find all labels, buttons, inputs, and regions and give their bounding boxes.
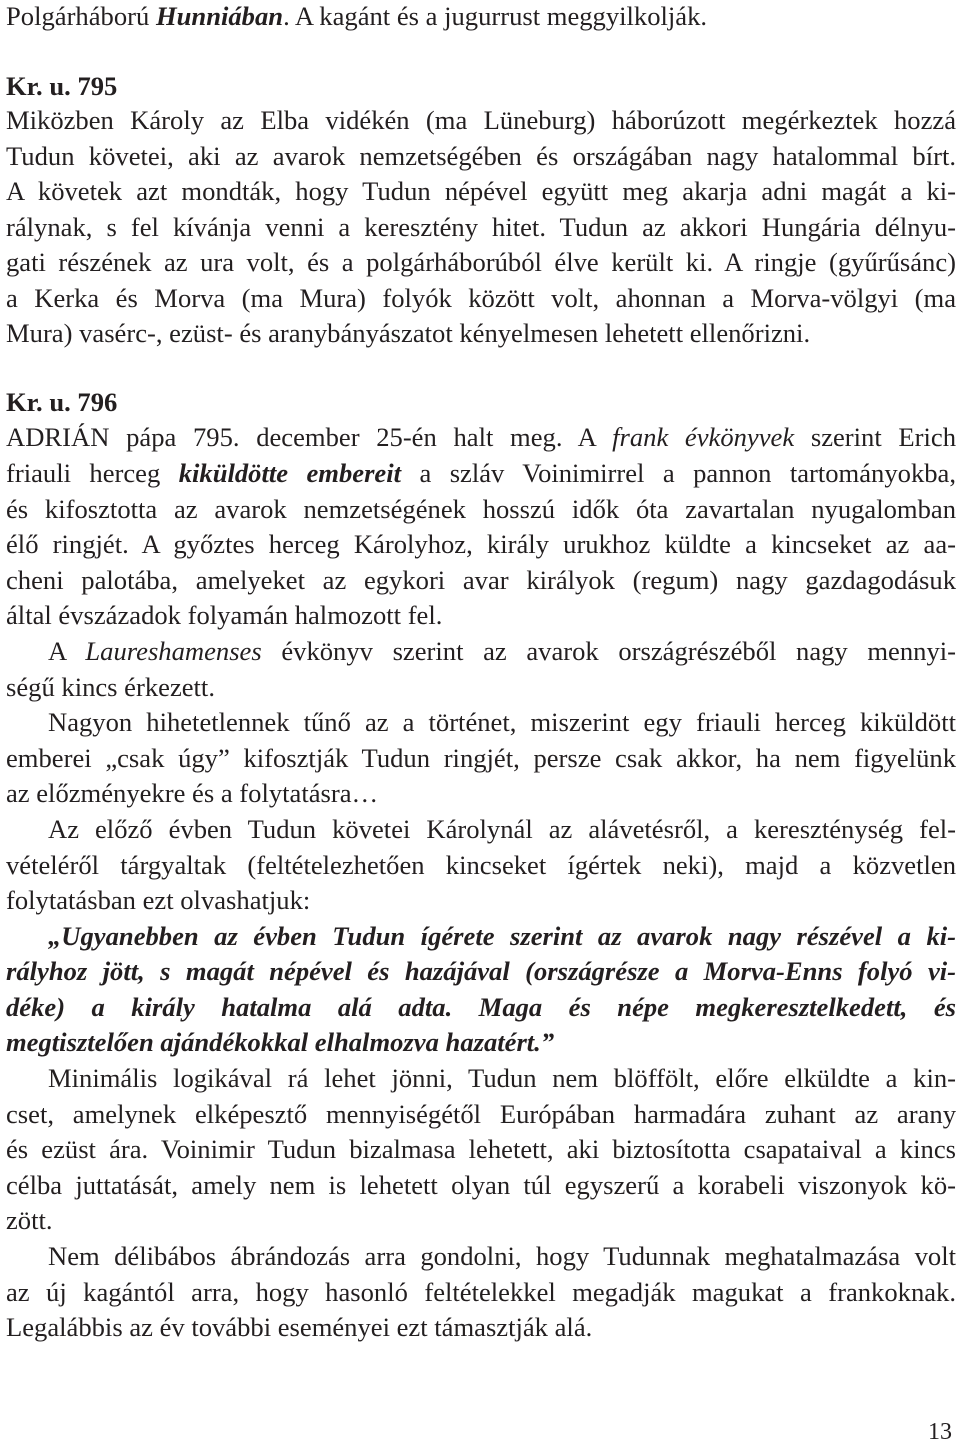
text-segment: által évszázadok folyamán halmozott fel. (6, 600, 443, 630)
text-segment: Polgárháború (6, 1, 156, 31)
text-line (6, 1133, 956, 1165)
text-line (6, 1098, 956, 1130)
text-line (48, 1062, 956, 1094)
text-line (6, 282, 956, 314)
text-segment: A (48, 636, 86, 666)
text-segment: cset, amelynek elképesztő mennyiségétől Európában harmadára zuhant az arany (6, 1099, 956, 1129)
text-line (6, 70, 956, 102)
text-line (6, 955, 956, 987)
bold-italic-text: kiküldötte embereit (178, 458, 402, 488)
text-segment: szerint Erich (794, 422, 956, 452)
text-segment: Tudun követei, aki az avarok nemzetségében és országában nagy hatalommal bírt. (6, 141, 956, 171)
text-segment: Nem délibábos ábrándozás arra gondolni, hogy Tudunnak meghatalmazása volt (48, 1241, 956, 1271)
text-segment: gati részének az ura volt, és a polgárháborúból élve került ki. A ringje (gyűrűsánc) (6, 247, 956, 277)
text-line (6, 104, 956, 136)
text-line (48, 1240, 956, 1272)
text-segment: cheni palotába, amelyeket az egykori avar királyok (regum) nagy gazdagodásuk (6, 565, 956, 595)
text-line (6, 1311, 956, 1343)
text-line (6, 991, 956, 1023)
text-segment: Minimális logikával rá lehet jönni, Tudun nem blöffölt, előre elküldte a kin- (48, 1063, 956, 1093)
text-segment: ségű kincs érkezett. (6, 672, 215, 702)
text-segment: A követek azt mondták, hogy Tudun népével együtt meg akarja adni magát a ki- (6, 176, 956, 206)
text-line (6, 1204, 956, 1236)
text-segment: Nagyon hihetetlennek tűnő az a történet, miszerint egy friauli herceg kiküldött (48, 707, 956, 737)
text-segment: emberei „csak úgy” kifosztják Tudun ringjét, persze csak akkor, ha nem figyelünk (6, 743, 956, 773)
text-segment: megtisztelően ajándékokkal elhalmozva hazatért.” (6, 1027, 555, 1057)
text-line (6, 599, 956, 631)
bold-italic-text: Hunniában (155, 1, 284, 31)
text-line (48, 635, 956, 667)
text-line (48, 813, 956, 845)
text-segment: Mura) vasérc-, ezüst- és aranybányászatot kényelmesen lehetett ellenőrizni. (6, 318, 811, 348)
italic-text: Laureshamenses (85, 636, 262, 666)
text-segment: és kifosztotta az avarok nemzetségének hosszú idők óta zavartalan nyugalomban (6, 494, 956, 524)
text-line (6, 175, 956, 207)
text-segment: 795 (70, 71, 118, 101)
text-line (6, 1276, 956, 1308)
text-line (6, 564, 956, 596)
text-line (6, 317, 956, 349)
text-segment: rályhoz jött, s magát népével és hazájával (országrésze a Morva-Enns folyó vi- (6, 956, 956, 986)
text-line (48, 920, 956, 952)
text-line (6, 0, 956, 32)
page-number: 13 (928, 1419, 952, 1445)
text-segment: és ezüst ára. Voinimir Tudun bizalmasa lehetett, aki biztosította csapataival a kincs (6, 1134, 956, 1164)
text-line (6, 246, 956, 278)
text-segment: Kr. u. (6, 71, 71, 101)
text-segment: az előzményekre és a folytatásra… (6, 778, 379, 808)
text-segment: a szláv Voinimirrel a pannon tartományokba, (401, 458, 956, 488)
text-line (6, 1026, 956, 1058)
italic-text: frank évkönyvek (612, 422, 795, 452)
text-line (6, 849, 956, 881)
text-line (6, 386, 956, 418)
text-segment: Kr. u. 796 (6, 387, 118, 417)
text-line (6, 140, 956, 172)
text-line (6, 1169, 956, 1201)
text-line (6, 211, 956, 243)
text-segment: Miközben Károly az Elba vidékén (ma Lüneburg) háborúzott megérkeztek hozzá (6, 105, 956, 135)
text-segment: . A kagánt és a jugurrust meggyilkolják. (283, 1, 708, 31)
text-segment: zött. (6, 1205, 53, 1235)
text-segment: „Ugyanebben az évben Tudun ígérete szerint az avarok nagy részével a ki- (48, 921, 956, 951)
text-segment: élő ringjét. A győztes herceg Károlyhoz, király urukhoz küldte a kincseket az aa- (6, 529, 956, 559)
text-line (6, 528, 956, 560)
text-line (6, 671, 956, 703)
text-segment: az új kagántól arra, hogy hasonló feltételekkel megadják magukat a frankoknak. (6, 1277, 956, 1307)
text-segment: folytatásban ezt olvashatjuk: (6, 885, 311, 915)
text-segment: Az előző évben Tudun követei Károlynál az alávetésről, a kereszténység fel- (48, 814, 956, 844)
text-segment: ADRIÁN pápa 795. december 25-én halt meg. A (6, 422, 613, 452)
text-segment: déke) a király hatalma alá adta. Maga és népe megkeresztelkedett, és (6, 992, 956, 1022)
text-segment: célba juttatását, amely nem is lehetett olyan túl egyszerű a korabeli viszonyok kö- (6, 1170, 956, 1200)
text-segment: friauli herceg (6, 458, 179, 488)
text-line (48, 706, 956, 738)
text-segment: a Kerka és Morva (ma Mura) folyók között volt, ahonnan a Morva-völgyi (ma (6, 283, 956, 313)
text-segment: rálynak, s fel kívánja venni a keresztény hitet. Tudun az akkori Hungária délnyu- (6, 212, 956, 242)
text-line (6, 493, 956, 525)
text-line (6, 742, 956, 774)
text-line (6, 457, 956, 489)
text-segment: vételéről tárgyaltak (feltételezhetően kincseket ígértek neki), majd a közvetlen (6, 850, 956, 880)
text-segment: Legalábbis az év további eseményei ezt támasztják alá. (6, 1312, 593, 1342)
text-segment: évkönyv szerint az avarok országrészéből nagy mennyi- (261, 636, 956, 666)
text-line (6, 884, 956, 916)
text-line (6, 421, 956, 453)
text-line (6, 777, 956, 809)
